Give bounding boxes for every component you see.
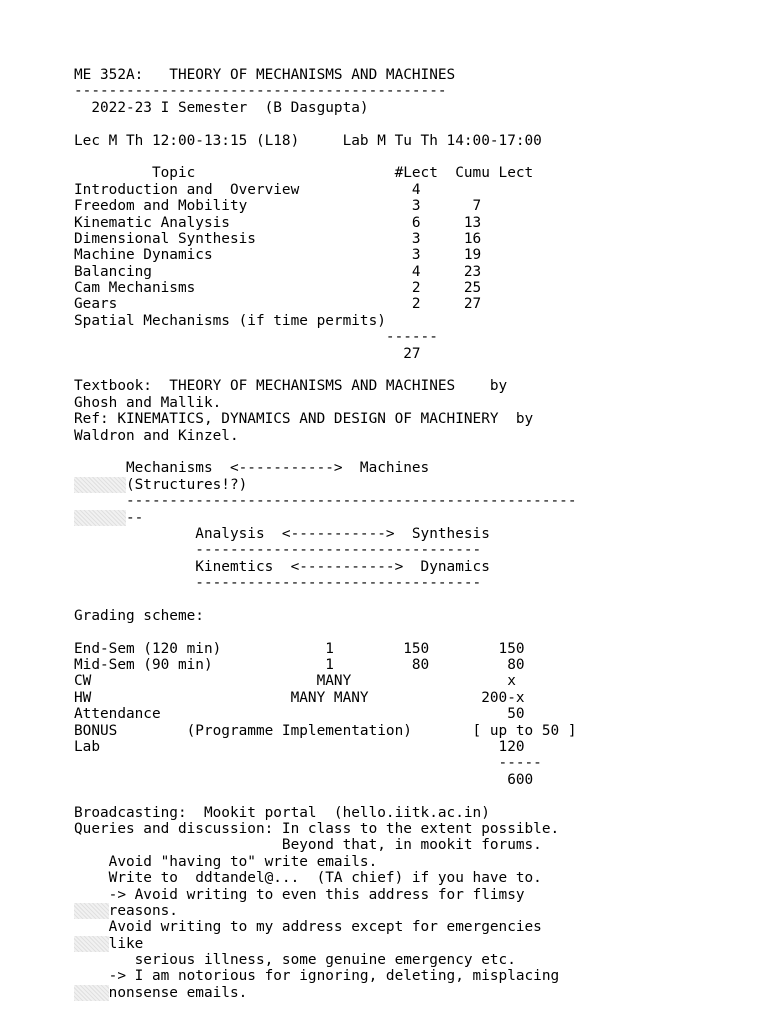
document-line [74,149,577,165]
line-text: Introduction and Overview 4 [74,181,421,198]
document-line [74,460,577,476]
line-text: reasons. [108,902,178,919]
document-line [74,346,577,362]
document-line [74,428,577,444]
line-text: --------------------------------- [74,575,482,592]
line-text: Ghosh and Mallik. [74,394,222,411]
document-line [74,411,577,427]
document-line [74,67,577,83]
document-line [74,542,577,558]
line-text: Mechanisms <-----------> Machines [74,460,430,477]
line-text: Grading scheme: [74,607,204,624]
document-line [74,296,577,312]
line-text: Attendance 50 [74,706,525,723]
line-text: -> I am notorious for ignoring, deleting, misplacing [74,968,560,985]
document-line [74,395,577,411]
document-line [74,231,577,247]
line-text: ------ [74,329,438,346]
line-text: Kinemtics <-----------> Dynamics [74,558,490,575]
document-line [74,641,577,657]
document-line [74,182,577,198]
line-text: (Structures!?) [125,476,248,493]
document-line [74,624,577,640]
line-text: End-Sem (120 min) 1 150 150 [74,640,525,657]
document-line [74,936,577,952]
line-text: -> Avoid writing to even this address for flimsy [74,886,525,903]
line-text: Waldron and Kinzel. [74,427,239,444]
document-line [74,690,577,706]
line-text: ------------------------------------------- [74,83,447,100]
continuation-marker [74,477,126,493]
document-line [74,608,577,624]
line-text: Broadcasting: Mookit portal (hello.iitk.ac.in) [74,804,490,821]
line-text: Cam Mechanisms 2 25 [74,280,482,297]
document-line [74,755,577,771]
line-text: Gears 2 27 [74,296,482,313]
line-text: ---------------------------------------------------- [74,493,577,510]
document-line [74,788,577,804]
continuation-marker [74,903,109,919]
document-line [74,673,577,689]
line-text: Textbook: THEORY OF MECHANISMS AND MACHINES by [74,378,508,395]
line-text: Balancing 4 23 [74,263,482,280]
document-line [74,870,577,886]
line-text: Analysis <-----------> Synthesis [74,525,490,542]
line-text: BONUS (Programme Implementation) [ up to 50 ] [74,722,577,739]
line-text: like [108,935,144,952]
document-line [74,165,577,181]
line-text: Mid-Sem (90 min) 1 80 80 [74,657,525,674]
line-text: Avoid "having to" write emails. [74,853,378,870]
line-text: serious illness, some genuine emergency etc. [74,952,516,969]
document-line [74,903,577,919]
document-line [74,198,577,214]
document-line [74,854,577,870]
line-text: 600 [74,771,534,788]
document-line [74,952,577,968]
line-text: 27 [74,345,421,362]
document-line [74,723,577,739]
line-text: ME 352A: THEORY OF MECHANISMS AND MACHINES [74,67,456,83]
document-line [74,559,577,575]
document-line [74,821,577,837]
document-line [74,313,577,329]
document-line [74,444,577,460]
line-text: Topic #Lect Cumu Lect [74,165,534,182]
document-line [74,477,577,493]
document-line [74,887,577,903]
document-line [74,280,577,296]
document-line [74,329,577,345]
line-text: -- [125,509,144,526]
document-line [74,378,577,394]
line-text: Spatial Mechanisms (if time permits) [74,312,386,329]
line-text: Kinematic Analysis 6 13 [74,214,482,231]
document-line [74,805,577,821]
line-text: ----- [74,755,542,772]
document-line [74,706,577,722]
document-line [74,100,577,116]
line-text: Lec M Th 12:00-13:15 (L18) Lab M Tu Th 14:00-17:00 [74,132,542,149]
line-text: 2022-23 I Semester (B Dasgupta) [74,99,369,116]
line-text: nonsense emails. [108,984,248,1001]
line-text: Ref: KINEMATICS, DYNAMICS AND DESIGN OF MACHINERY by [74,411,534,428]
document-line [74,739,577,755]
continuation-marker [74,936,109,952]
line-text: Freedom and Mobility 3 7 [74,198,482,215]
document-line [74,837,577,853]
line-text: Dimensional Synthesis 3 16 [74,230,482,247]
continuation-marker [74,510,126,526]
document-line [74,592,577,608]
document-line [74,772,577,788]
document-line [74,919,577,935]
line-text: Lab 120 [74,739,525,756]
line-text: HW MANY MANY 200-x [74,689,525,706]
document-line [74,133,577,149]
line-text: Queries and discussion: In class to the extent possible. [74,820,560,837]
line-text: Beyond that, in mookit forums. [74,837,542,854]
document-line [74,116,577,132]
document-line [74,493,577,509]
document-line [74,575,577,591]
line-text: --------------------------------- [74,542,482,559]
document-line [74,362,577,378]
document-line [74,526,577,542]
document-line [74,83,577,99]
document-line [74,657,577,673]
course-document [74,67,577,1001]
document-line [74,264,577,280]
line-text: Write to ddtandel@... (TA chief) if you have to. [74,870,542,887]
document-line [74,510,577,526]
document-line [74,985,577,1001]
document-line [74,968,577,984]
line-text: Machine Dynamics 3 19 [74,247,482,264]
document-line [74,247,577,263]
document-line [74,215,577,231]
continuation-marker [74,985,109,1001]
line-text: Avoid writing to my address except for emergencies [74,919,542,936]
line-text: CW MANY x [74,673,516,690]
